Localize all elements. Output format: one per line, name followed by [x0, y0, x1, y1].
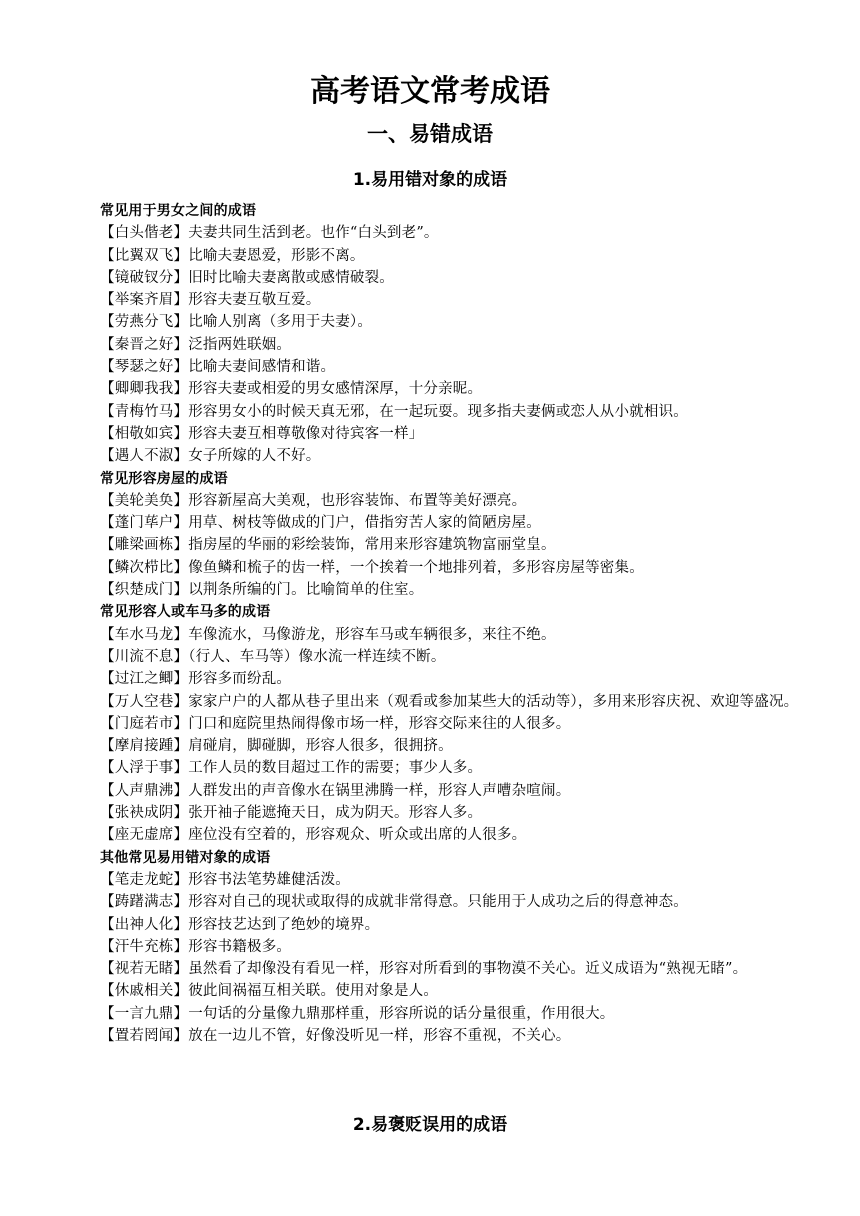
- idiom-entry: [56, 646, 800, 668]
- idiom-entry: [56, 267, 800, 289]
- idiom-entry: [56, 891, 800, 913]
- idiom-word: 【遇人不淑】: [100, 448, 189, 465]
- idiom-entry: [56, 936, 800, 958]
- idiom-entry: [56, 401, 800, 423]
- idiom-entry: [56, 222, 800, 244]
- idiom-entry: [56, 1025, 800, 1047]
- idiom-word: 【卿卿我我】: [100, 381, 189, 398]
- idiom-definition: 形容男女小的时候天真无邪，在一起玩耍。现多指夫妻俩或恋人从小就相识。: [188, 403, 688, 420]
- idiom-definition: 形容对自己的现状或取得的成就非常得意。只能用于人成功之后的得意神态。: [188, 894, 688, 911]
- idiom-word: 【门庭若市】: [100, 715, 189, 732]
- group-heading: 常见用于男女之间的成语: [100, 203, 257, 219]
- idiom-word: 【比翼双飞】: [100, 247, 189, 264]
- idiom-definition: 比喻夫妻恩爱，形影不离。: [188, 247, 365, 264]
- idiom-definition: 形容夫妻互相尊敬像对待宾客一样」: [188, 425, 424, 442]
- document-body: [56, 200, 800, 1047]
- idiom-word: 【雕梁画栋】: [100, 537, 189, 554]
- idiom-word: 【视若无睹】: [100, 961, 189, 978]
- section-heading: 一、易错成语: [367, 122, 493, 146]
- idiom-entry: [56, 914, 800, 936]
- idiom-definition: 形容新屋高大美观，也形容装饰、布置等美好漂亮。: [188, 492, 527, 509]
- idiom-word: 【置若罔闻】: [100, 1027, 189, 1044]
- idiom-definition: 夫妻共同生活到老。也作“白头到老”。: [188, 225, 439, 242]
- idiom-entry: [56, 668, 800, 690]
- idiom-definition: 张开袖子能遮掩天日，成为阴天。形容人多。: [188, 805, 483, 822]
- idiom-definition: 形容书法笔势雄健活泼。: [188, 871, 350, 888]
- idiom-word: 【举案齐眉】: [100, 292, 189, 309]
- idiom-word: 【蓬门荜户】: [100, 515, 189, 532]
- idiom-definition: 旧时比喻夫妻离散或感情破裂。: [188, 269, 395, 286]
- idiom-entry: [56, 423, 800, 445]
- idiom-entry: [56, 378, 800, 400]
- idiom-word: 【摩肩接踵】: [100, 738, 189, 755]
- idiom-word: 【汗牛充栋】: [100, 938, 189, 955]
- idiom-definition: 形容夫妻或相爱的男女感情深厚，十分亲昵。: [188, 381, 483, 398]
- idiom-word: 【踌躇满志】: [100, 894, 189, 911]
- idiom-word: 【张袂成阴】: [100, 805, 189, 822]
- idiom-word: 【织楚成门】: [100, 582, 189, 599]
- idiom-entry: [56, 1003, 800, 1025]
- idiom-entry: [56, 512, 800, 534]
- idiom-word: 【休戚相关】: [100, 983, 189, 1000]
- idiom-entry: [56, 245, 800, 267]
- idiom-definition: 比喻夫妻间感情和谐。: [188, 359, 336, 376]
- idiom-definition: 座位没有空着的，形容观众、听众或出席的人很多。: [188, 827, 527, 844]
- idiom-word: 【过江之鲫】: [100, 671, 189, 688]
- idiom-definition: 像鱼鳞和梳子的齿一样，一个挨着一个地排列着，多形容房屋等密集。: [188, 559, 644, 576]
- idiom-entry: [56, 869, 800, 891]
- idiom-entry: [56, 780, 800, 802]
- idiom-word: 【笔走龙蛇】: [100, 871, 189, 888]
- idiom-definition: 人群发出的声音像水在锅里沸腾一样，形容人声嘈杂喧闹。: [188, 782, 571, 799]
- idiom-entry: [56, 713, 800, 735]
- idiom-definition: 彼此间祸福互相关联。使用对象是人。: [188, 983, 439, 1000]
- idiom-entry: [56, 356, 800, 378]
- idiom-word: 【白头偕老】: [100, 225, 189, 242]
- idiom-word: 【人声鼎沸】: [100, 782, 189, 799]
- idiom-entry: [56, 735, 800, 757]
- idiom-entry: [56, 445, 800, 467]
- idiom-word: 【座无虚席】: [100, 827, 189, 844]
- idiom-word: 【劳燕分飞】: [100, 314, 189, 331]
- idiom-entry: [56, 624, 800, 646]
- idiom-word: 【万人空巷】: [100, 693, 189, 710]
- group-heading: 常见形容房屋的成语: [100, 470, 228, 487]
- idiom-entry: [56, 958, 800, 980]
- idiom-word: 【琴瑟之好】: [100, 359, 189, 376]
- idiom-entry: [56, 691, 800, 713]
- idiom-entry: [56, 980, 800, 1002]
- idiom-definition: （行人、车马等）像水流一样连续不断。: [188, 648, 446, 665]
- idiom-definition: 用草、树枝等做成的门户，借指穷苦人家的简陋房屋。: [188, 515, 542, 532]
- group-heading: 常见形容人或车马多的成语: [100, 604, 271, 621]
- subsection-heading-1: 1.易用错对象的成语: [352, 170, 508, 190]
- idiom-entry: [56, 490, 800, 512]
- idiom-word: 【鳞次栉比】: [100, 559, 189, 576]
- idiom-entry: [56, 802, 800, 824]
- idiom-word: 【镜破钗分】: [100, 269, 189, 286]
- idiom-entry: [56, 534, 800, 556]
- idiom-entry: [56, 334, 800, 356]
- idiom-definition: 泛指两姓联姻。: [188, 336, 292, 353]
- idiom-word: 【人浮于事】: [100, 760, 189, 777]
- idiom-word: 【美轮美奂】: [100, 492, 189, 509]
- idiom-word: 【车水马龙】: [100, 626, 189, 643]
- idiom-definition: 虽然看了却像没有看见一样，形容对所看到的事物漠不关心。近义成语为“熟视无睹”。: [188, 961, 748, 978]
- idiom-definition: 家家户户的人都从巷子里出来（观看或参加某些大的活动等），多用来形容庆祝、欢迎等盛况。: [188, 693, 799, 710]
- idiom-definition: 形容多而纷乱。: [188, 671, 292, 688]
- idiom-entry: [56, 289, 800, 311]
- idiom-definition: 比喻人别离（多用于夫妻）。: [188, 314, 373, 331]
- idiom-definition: 指房屋的华丽的彩绘装饰，常用来形容建筑物富丽堂皇。: [188, 537, 556, 554]
- idiom-word: 【川流不息】: [100, 648, 189, 665]
- group-heading: 其他常见易用错对象的成语: [100, 849, 271, 866]
- idiom-definition: 形容技艺达到了绝妙的境界。: [188, 916, 380, 933]
- idiom-definition: 形容夫妻互敬互爱。: [188, 292, 321, 309]
- idiom-word: 【秦晋之好】: [100, 336, 189, 353]
- idiom-definition: 肩碰肩，脚碰脚，形容人很多，很拥挤。: [188, 738, 453, 755]
- idiom-definition: 车像流水，马像游龙，形容车马或车辆很多，来往不绝。: [188, 626, 556, 643]
- idiom-definition: 门口和庭院里热闹得像市场一样，形容交际来往的人很多。: [188, 715, 571, 732]
- idiom-entry: [56, 757, 800, 779]
- idiom-word: 【青梅竹马】: [100, 403, 189, 420]
- page-title: 高考语文常考成语: [310, 74, 550, 109]
- idiom-word: 【一言九鼎】: [100, 1005, 189, 1022]
- idiom-definition: 放在一边儿不管，好像没听见一样，形容不重视，不关心。: [188, 1027, 571, 1044]
- idiom-entry: [56, 557, 800, 579]
- idiom-entry: [56, 579, 800, 601]
- idiom-definition: 形容书籍极多。: [188, 938, 292, 955]
- idiom-definition: 工作人员的数目超过工作的需要；事少人多。: [188, 760, 483, 777]
- idiom-word: 【出神人化】: [100, 916, 189, 933]
- idiom-definition: 女子所嫁的人不好。: [188, 448, 321, 465]
- subsection-heading-2: 2.易褒贬误用的成语: [352, 1115, 508, 1135]
- idiom-entry: [56, 311, 800, 333]
- idiom-word: 【相敬如宾】: [100, 425, 189, 442]
- idiom-entry: [56, 824, 800, 846]
- idiom-definition: 以荆条所编的门。比喻简单的住室。: [188, 582, 424, 599]
- idiom-definition: 一句话的分量像九鼎那样重，形容所说的话分量很重，作用很大。: [188, 1005, 615, 1022]
